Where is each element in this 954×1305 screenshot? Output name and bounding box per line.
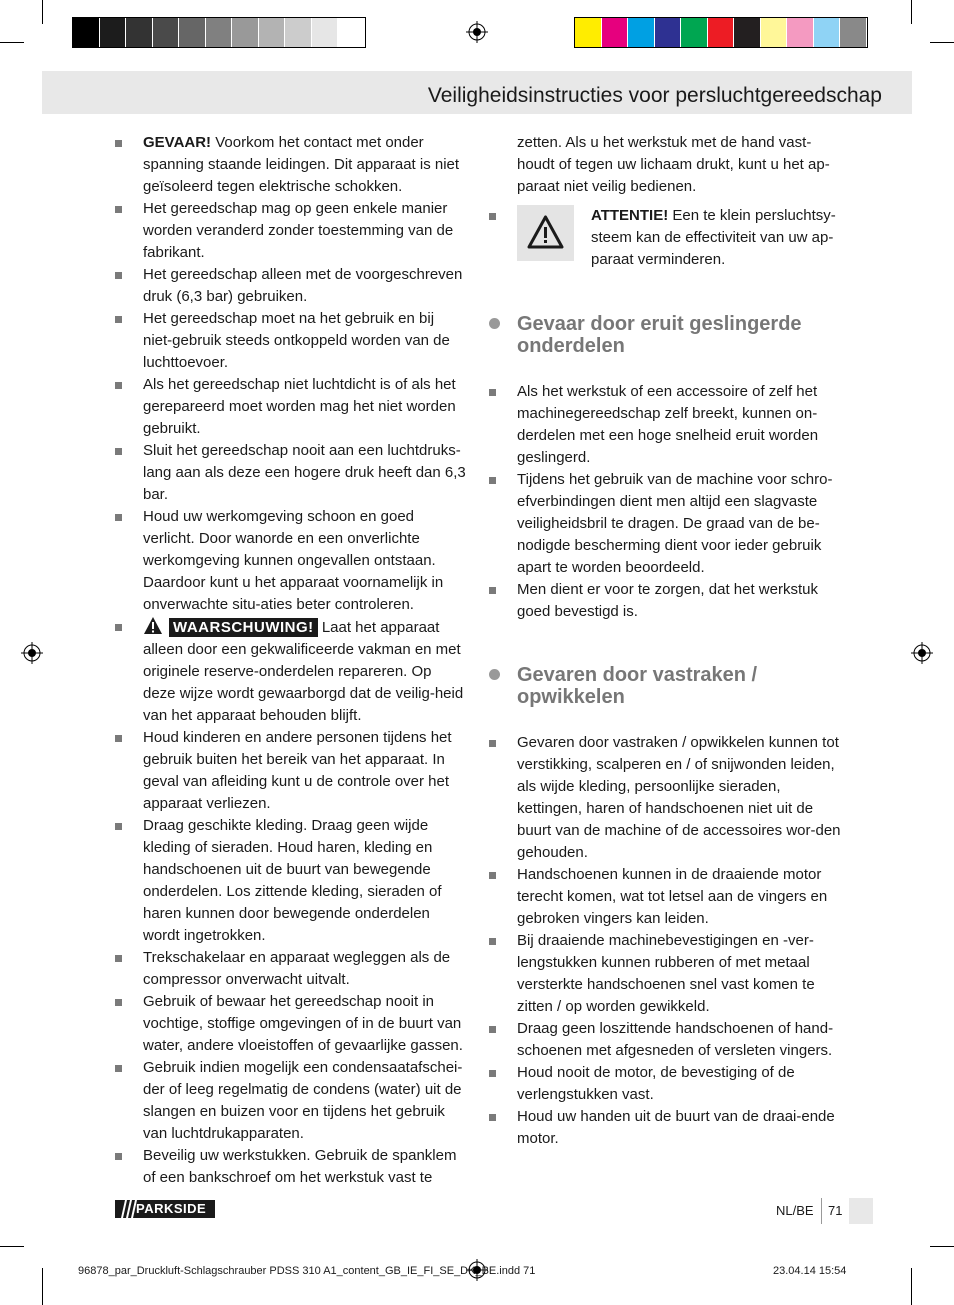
footer-language: NL/BE xyxy=(776,1203,814,1218)
attention-item: ATTENTIE! Een te klein persluchtsy-steem kan de effectiviteit van uw ap-paraat verminderen. xyxy=(489,205,841,271)
list-item: Houd kinderen en andere personen tijdens het gebruik buiten het bereik van het apparaat. In geval van afleiding kunt u de controle over het apparaat verliezen. xyxy=(115,727,467,815)
color-swatch xyxy=(840,18,867,47)
continuation-text: zetten. Als u het werkstuk met de hand vast-houdt of tegen uw lichaam drukt, kunt u het ap-paraat niet veilig bedienen. xyxy=(517,134,830,195)
list-item-warning: WAARSCHUWING! Laat het apparaat alleen door een gekwalificeerde vakman en met originele reserve-onderdelen repareren. Op deze wijze wordt gewaarborgd dat de veilig-heid van het apparaat behouden blijft. xyxy=(115,616,467,727)
list-item: Het gereedschap mag op geen enkele manier worden veranderd zonder toestemming van de fabrikant. xyxy=(115,198,467,264)
bullet xyxy=(489,213,496,220)
bullet xyxy=(115,955,122,962)
color-swatch xyxy=(312,18,339,47)
list-item: Houd nooit de motor, de bevestiging of de verlengstukken vast. xyxy=(489,1062,841,1106)
registration-mark-icon xyxy=(911,642,933,664)
left-column xyxy=(115,132,467,1189)
slug-date: 23.04.14 15:54 xyxy=(773,1265,847,1277)
crop-mark xyxy=(930,42,954,43)
list-item: GEVAAR! Voorkom het contact met onder spanning staande leidingen. Dit apparaat is niet geïsoleerd tegen elektrische schokken. xyxy=(115,132,467,198)
footer-tab xyxy=(849,1198,873,1224)
registration-mark-icon xyxy=(466,21,488,43)
bullet xyxy=(115,823,122,830)
bullet xyxy=(489,740,496,747)
bullet xyxy=(489,938,496,945)
bullet xyxy=(115,382,122,389)
crop-mark xyxy=(911,0,912,24)
list-item: Draag geen loszittende handschoenen of hand-schoenen met afgesneden of versleten vingers. xyxy=(489,1018,841,1062)
right-column xyxy=(489,132,841,1150)
color-swatch xyxy=(126,18,153,47)
color-swatch xyxy=(628,18,655,47)
color-swatch xyxy=(602,18,629,47)
bullet xyxy=(489,872,496,879)
list-item: Houd uw werkomgeving schoon en goed verlicht. Door wanorde en een onverlichte werkomgeving kunnen ongevallen ontstaan. Daardoor kunt u het apparaat voornamelijk in onverwachte situ-aties beter controleren. xyxy=(115,506,467,616)
color-swatch xyxy=(575,18,602,47)
list-item: Houd uw handen uit de buurt van de draai-ende motor. xyxy=(489,1106,841,1150)
registration-mark-icon xyxy=(21,642,43,664)
list-item: Gebruik indien mogelijk een condensaatafschei-der of leeg regelmatig de condens (water) uit de slangen en buizen voor en tijdens het gebruik van luchtdrukapparaten. xyxy=(115,1057,467,1145)
color-swatch xyxy=(232,18,259,47)
list-item: Draag geschikte kleding. Draag geen wijde kleding of sieraden. Houd haren, kleding en handschoenen uit de buurt van bewegende onderdelen. Los zittende kleding, sieraden of haren kunnen door bewegende onderdelen wordt ingetrokken. xyxy=(115,815,467,947)
section-heading: Gevaar door eruit geslingerde onderdelen xyxy=(489,313,841,357)
bullet xyxy=(115,272,122,279)
color-swatch xyxy=(100,18,127,47)
list-item: Het gereedschap alleen met de voorgeschreven druk (6,3 bar) gebruiken. xyxy=(115,264,467,308)
color-swatch xyxy=(259,18,286,47)
crop-mark xyxy=(0,42,24,43)
list-item: Het gereedschap moet na het gebruik en bij niet-gebruik steeds ontkoppeld worden van de luchttoevoer. xyxy=(115,308,467,374)
grayscale-color-bar xyxy=(72,17,366,48)
slug-filename: 96878_par_Druckluft-Schlagschrauber PDSS 310 A1_content_GB_IE_FI_SE_DK_BE.indd 71 xyxy=(78,1265,536,1277)
bullet xyxy=(115,1153,122,1160)
section-heading: Gevaren door vastraken / opwikkelen xyxy=(489,664,841,708)
bullet xyxy=(489,1114,496,1121)
color-swatch xyxy=(338,18,365,47)
bullet xyxy=(115,206,122,213)
color-swatch xyxy=(285,18,312,47)
color-swatch xyxy=(655,18,682,47)
bullet xyxy=(115,1065,122,1072)
bullet xyxy=(115,140,122,147)
bullet xyxy=(115,999,122,1006)
section-bullet xyxy=(489,318,500,329)
crop-mark xyxy=(0,1246,24,1247)
list-item: Men dient er voor te zorgen, dat het werkstuk goed bevestigd is. xyxy=(489,579,841,623)
process-color-bar xyxy=(574,17,868,48)
color-swatch xyxy=(814,18,841,47)
color-swatch xyxy=(708,18,735,47)
color-swatch xyxy=(206,18,233,47)
bullet xyxy=(115,316,122,323)
warning-badge: WAARSCHUWING! xyxy=(169,618,318,637)
color-swatch xyxy=(787,18,814,47)
crop-mark xyxy=(42,1268,43,1305)
footer-divider xyxy=(821,1198,822,1224)
color-swatch xyxy=(761,18,788,47)
attention-box xyxy=(517,205,574,261)
list-item: Tijdens het gebruik van de machine voor schro-efverbindingen dient men altijd een slagvaste veiligheidsbril te dragen. De graad van de be-nodigde bescherming dient voor ieder gebruik apart te worden beoordeeld. xyxy=(489,469,841,579)
list-item: Als het werkstuk of een accessoire of zelf het machinegereedschap zelf breekt, kunnen on-derdelen met een hoge snelheid eruit worden geslingerd. xyxy=(489,381,841,469)
color-swatch xyxy=(179,18,206,47)
color-swatch xyxy=(681,18,708,47)
list-item: Gebruik of bewaar het gereedschap nooit in vochtige, stoffige omgevingen of in de buurt van water, andere vloeistoffen of gevaarlijke gassen. xyxy=(115,991,467,1057)
logo-stripes-icon xyxy=(117,1200,137,1218)
bullet xyxy=(115,735,122,742)
color-swatch xyxy=(73,18,100,47)
warning-triangle-icon xyxy=(143,616,163,635)
list-item: Bij draaiende machinebevestigingen en -ver-lengstukken kunnen rubberen of met metaal versterkte handschoenen snel vast komen te zitten / op worden gewikkeld. xyxy=(489,930,841,1018)
list-item: Als het gereedschap niet luchtdicht is of als het gerepareerd moet worden mag het niet worden gebruikt. xyxy=(115,374,467,440)
bullet xyxy=(115,624,122,631)
bullet xyxy=(489,389,496,396)
list-item: Handschoenen kunnen in de draaiende motor terecht komen, wat tot letsel aan de vingers en gebroken vingers kan leiden. xyxy=(489,864,841,930)
page-number: 71 xyxy=(828,1203,843,1218)
list-item: Gevaren door vastraken / opwikkelen kunnen tot verstikking, scalperen en / of snijwonden leiden, als wijde kleding, persoonlijke sieraden, kettingen, haren of handschoenen niet uit de buurt van de machine of de accessoires wor-den gehouden. xyxy=(489,732,841,864)
bullet xyxy=(489,477,496,484)
warning-triangle-icon xyxy=(517,205,574,261)
list-item: Beveilig uw werkstukken. Gebruik de spanklem of een bankschroef om het werkstuk vast te xyxy=(115,1145,467,1189)
bullet xyxy=(489,1070,496,1077)
list-item: Trekschakelaar en apparaat wegleggen als de compressor onverwacht uitvalt. xyxy=(115,947,467,991)
section-bullet xyxy=(489,669,500,680)
list-item: Sluit het gereedschap nooit aan een luchtdruks-lang aan als deze een hogere druk heeft dan 6,3 bar. xyxy=(115,440,467,506)
page-title: Veiligheidsinstructies voor persluchtgereedschap xyxy=(427,84,882,107)
bullet xyxy=(115,514,122,521)
bullet xyxy=(489,587,496,594)
color-swatch xyxy=(153,18,180,47)
crop-mark xyxy=(930,1246,954,1247)
crop-mark xyxy=(42,0,43,24)
brand-name: PARKSIDE xyxy=(136,1201,207,1216)
bullet xyxy=(489,1026,496,1033)
color-swatch xyxy=(734,18,761,47)
crop-mark xyxy=(911,1268,912,1305)
bullet xyxy=(115,448,122,455)
